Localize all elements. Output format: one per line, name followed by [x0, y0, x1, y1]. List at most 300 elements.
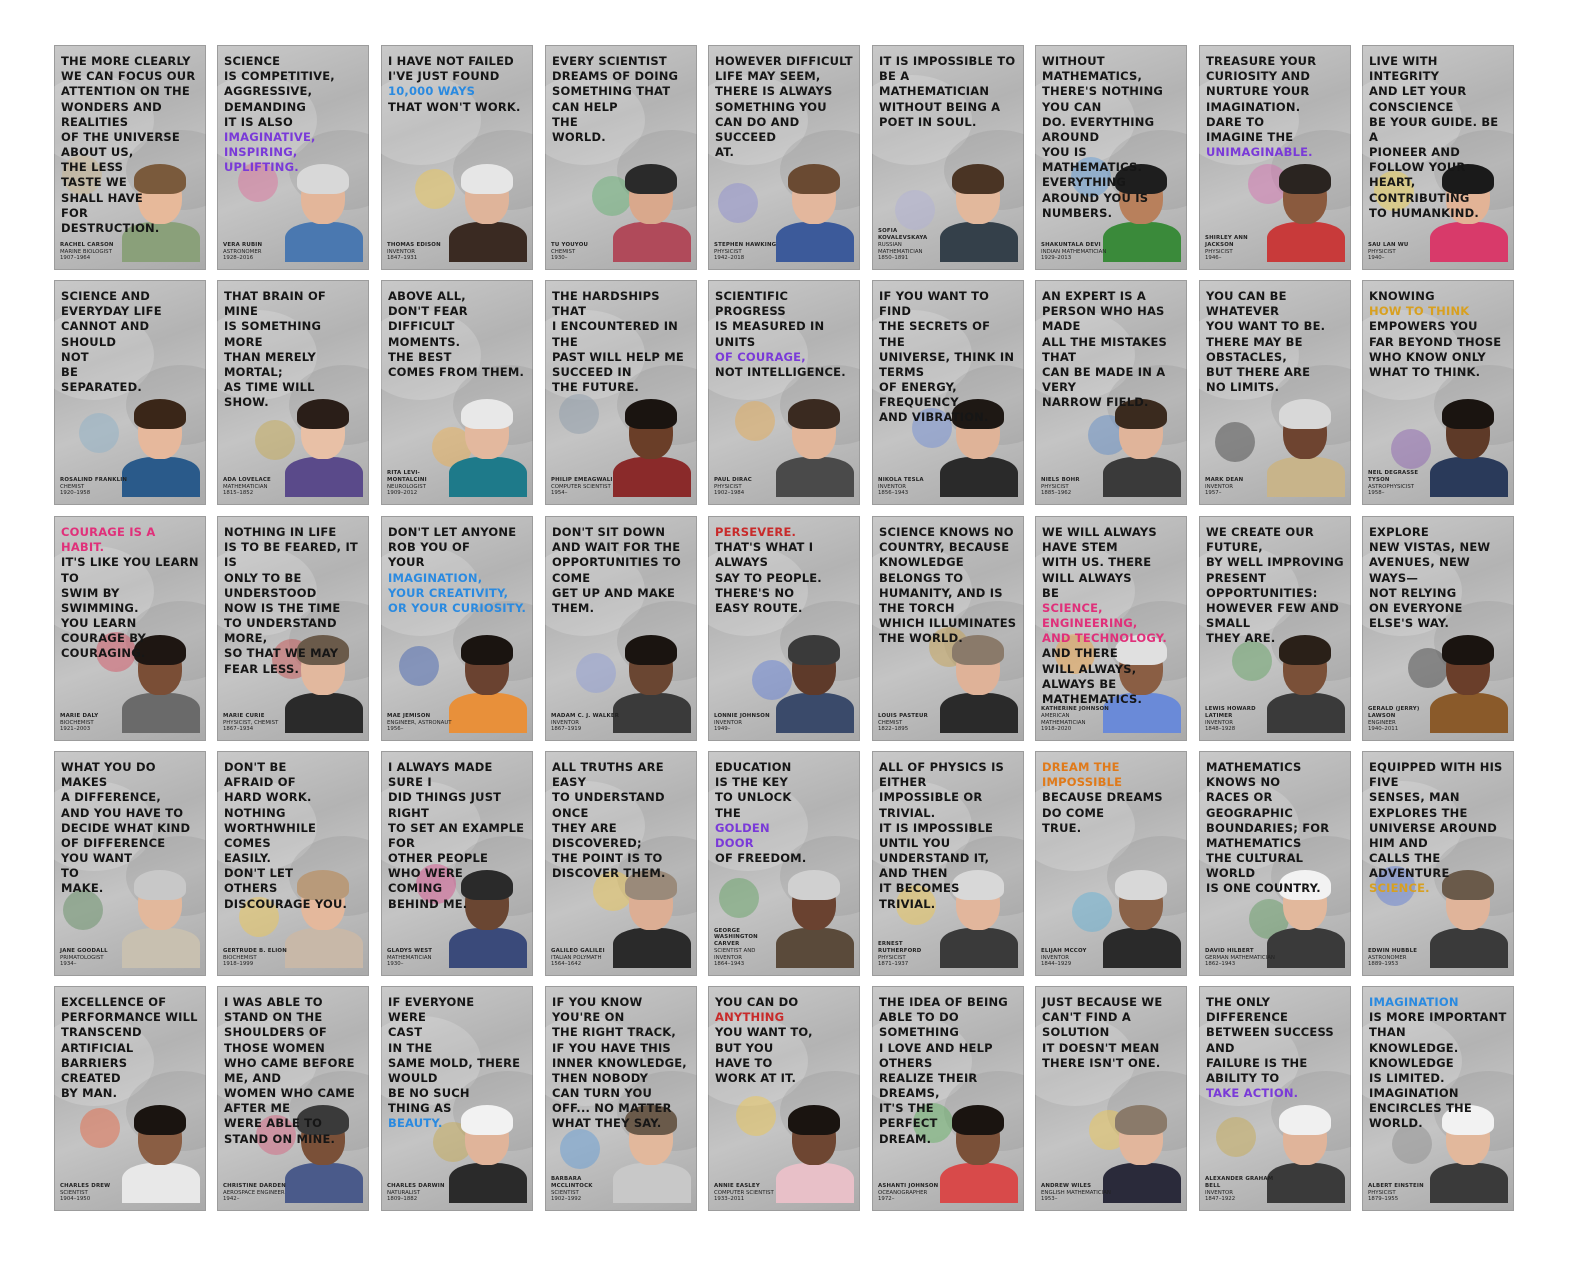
- poster-caption: [714, 477, 784, 497]
- portrait: [285, 399, 363, 497]
- caption-role: MATHEMATICIAN: [223, 483, 268, 490]
- caption-role: INVENTOR: [387, 248, 416, 255]
- poster-caption: [387, 713, 457, 733]
- poster-quote: [715, 289, 854, 380]
- decoration-blob: [1232, 641, 1272, 681]
- caption-years: 1930–: [551, 255, 568, 262]
- caption-name: RACHEL CARSON: [60, 241, 114, 248]
- quote-text: TREASURE YOUR CURIOSITY AND NURTURE YOUR IMAGINATION. DARE TO IMAGINE THE: [1206, 54, 1317, 144]
- quote-text: THE IDEA OF BEING ABLE TO DO SOMETHING I LOVE AND HELP OTHERS REALIZE THEIR DREAMS, IT'S THE PERFECT DREAM.: [879, 995, 1008, 1146]
- quote-text: NOTHING IN LIFE IS TO BE FEARED, IT IS ONLY TO BE UNDERSTOOD NOW IS THE TIME TO UNDERSTAND MORE, SO THAT WE MAY FEAR LESS.: [224, 525, 358, 676]
- quote-text: YOU WANT TO, BUT YOU HAVE TO WORK AT IT.: [715, 1025, 813, 1085]
- science-poster: [708, 45, 860, 270]
- portrait: [776, 635, 854, 733]
- science-poster: [872, 45, 1024, 270]
- portrait-torso: [122, 928, 200, 968]
- caption-name: NIELS BOHR: [1041, 476, 1080, 483]
- science-poster: [54, 45, 206, 270]
- portrait-torso: [1430, 457, 1508, 497]
- poster-quote: [1206, 760, 1345, 897]
- caption-role: BIOCHEMIST: [60, 719, 94, 726]
- poster-quote: [1369, 995, 1508, 1132]
- poster-caption: [387, 470, 457, 497]
- poster-quote: [61, 525, 200, 662]
- caption-name: MARIE CURIE: [223, 712, 265, 719]
- poster-quote: [1369, 54, 1508, 221]
- portrait-hair: [1442, 399, 1494, 429]
- quote-text: THE MORE CLEARLY WE CAN FOCUS OUR ATTENTION ON THE WONDERS AND REALITIES OF THE UNIVERSE ABOUT US, THE LESS TASTE WE SHALL HAVE FOR DESTRUCTION.: [61, 54, 196, 235]
- caption-years: 1934–: [60, 961, 77, 968]
- portrait: [613, 870, 691, 968]
- quote-text: NOT INTELLIGENCE.: [715, 364, 846, 379]
- science-poster: [1362, 986, 1514, 1211]
- caption-role: COMPUTER SCIENTIST: [551, 483, 611, 490]
- decoration-blob: [1215, 422, 1255, 462]
- portrait-torso: [285, 222, 363, 262]
- quote-text: OF FREEDOM.: [715, 851, 807, 866]
- poster-caption: [223, 713, 293, 733]
- portrait-torso: [1103, 222, 1181, 262]
- science-poster: [708, 986, 860, 1211]
- science-poster: [1035, 280, 1187, 505]
- quote-text: THE ONLY DIFFERENCE BETWEEN SUCCESS AND FAILURE IS THE ABILITY TO: [1206, 995, 1334, 1085]
- poster-caption: [60, 1183, 130, 1203]
- poster-caption: [60, 242, 130, 262]
- poster-caption: [878, 941, 948, 968]
- science-poster: [1362, 45, 1514, 270]
- caption-years: 1921–2003: [60, 726, 91, 733]
- quote-text: SCIENTIFIC PROGRESS IS MEASURED IN UNITS: [715, 289, 825, 349]
- portrait-torso: [776, 222, 854, 262]
- portrait-torso: [940, 457, 1018, 497]
- caption-years: 1867–1919: [551, 726, 582, 733]
- portrait-torso: [613, 457, 691, 497]
- caption-name: THOMAS EDISON: [387, 241, 441, 248]
- poster-quote: [1042, 995, 1181, 1071]
- caption-name: SAU LAN WU: [1368, 241, 1409, 248]
- poster-quote: [879, 54, 1018, 130]
- caption-role: AMERICAN MATHEMATICIAN: [1041, 712, 1086, 726]
- caption-name: EDWIN HUBBLE: [1368, 947, 1418, 954]
- quote-highlight: ANYTHING: [715, 1010, 785, 1025]
- caption-name: SHIRLEY ANN JACKSON: [1205, 235, 1248, 248]
- caption-name: GALILEO GALILEI: [551, 947, 605, 954]
- quote-text: IT IS IMPOSSIBLE TO BE A MATHEMATICIAN WITHOUT BEING A POET IN SOUL.: [879, 54, 1016, 129]
- quote-highlight: IMAGINATION, YOUR CREATIVITY, OR YOUR CURIOSITY.: [388, 570, 527, 615]
- quote-highlight: SCIENCE.: [1369, 881, 1430, 896]
- caption-name: MARIE DALY: [60, 712, 99, 719]
- quote-text: SCIENCE KNOWS NO COUNTRY, BECAUSE KNOWLEDGE BELONGS TO HUMANITY, AND IS THE TORCH WHICH ILLUMINATES THE WORLD.: [879, 525, 1017, 646]
- caption-years: 1864–1943: [714, 961, 745, 968]
- poster-caption: [1041, 1183, 1111, 1203]
- science-poster: [872, 280, 1024, 505]
- caption-years: 1928–2016: [223, 255, 254, 262]
- quote-text: ALL TRUTHS ARE EASY TO UNDERSTAND ONCE THEY ARE DISCOVERED; THE POINT IS TO DISCOVER THEM.: [552, 760, 666, 881]
- caption-years: 1889–1953: [1368, 961, 1399, 968]
- caption-years: 1942–2018: [714, 255, 745, 262]
- poster-quote: [552, 760, 691, 881]
- science-poster: [545, 280, 697, 505]
- caption-role: ITALIAN POLYMATH: [551, 954, 602, 961]
- poster-caption: [1041, 948, 1111, 968]
- portrait: [1267, 635, 1345, 733]
- science-poster: [54, 986, 206, 1211]
- caption-name: KATHERINE JOHNSON: [1041, 706, 1110, 712]
- caption-name: DAVID HILBERT: [1205, 947, 1254, 954]
- caption-name: PAUL DIRAC: [714, 476, 752, 483]
- caption-name: LOUIS PASTEUR: [878, 712, 928, 719]
- portrait: [776, 870, 854, 968]
- caption-years: 1946–: [1205, 255, 1222, 262]
- quote-text: KNOWING: [1369, 289, 1435, 303]
- caption-years: 1940–: [1368, 255, 1385, 262]
- caption-name: CHRISTINE DARDEN: [223, 1182, 286, 1189]
- caption-role: PRIMATOLOGIST: [60, 954, 104, 961]
- quote-highlight: PERSEVERE.: [715, 525, 797, 539]
- caption-years: 1909–2012: [387, 490, 418, 497]
- poster-quote: [388, 525, 527, 616]
- poster-caption: [551, 713, 621, 733]
- caption-role: INVENTOR: [1041, 954, 1070, 961]
- caption-role: INVENTOR: [1205, 1189, 1234, 1196]
- poster-caption: [60, 948, 130, 968]
- caption-years: 1956–: [387, 726, 404, 733]
- science-poster: [381, 751, 533, 976]
- portrait-torso: [613, 222, 691, 262]
- science-poster: [1035, 751, 1187, 976]
- caption-years: 1918–1999: [223, 961, 254, 968]
- portrait: [1267, 1105, 1345, 1203]
- science-poster: [1035, 516, 1187, 741]
- portrait-hair: [134, 1105, 186, 1135]
- portrait: [1103, 399, 1181, 497]
- science-poster: [872, 516, 1024, 741]
- poster-caption: [1368, 948, 1438, 968]
- poster-quote: [715, 995, 854, 1086]
- quote-text: I WAS ABLE TO STAND ON THE SHOULDERS OF THOSE WOMEN WHO CAME BEFORE ME, AND WOMEN WHO CAME AFTER ME WERE ABLE TO STAND ON MINE.: [224, 995, 355, 1146]
- portrait-torso: [776, 457, 854, 497]
- poster-quote: [1206, 54, 1345, 160]
- caption-name: ERNEST RUTHERFORD: [878, 941, 922, 954]
- caption-name: RITA LEVI-MONTALCINI: [387, 470, 427, 483]
- science-poster: [1199, 986, 1351, 1211]
- caption-name: ASHANTI JOHNSON: [878, 1182, 939, 1189]
- poster-caption: [1205, 1176, 1275, 1203]
- portrait-hair: [788, 164, 840, 194]
- quote-text: ABOVE ALL, DON'T FEAR DIFFICULT MOMENTS. THE BEST COMES FROM THEM.: [388, 289, 525, 379]
- caption-role: ASTRONOMER: [223, 248, 262, 255]
- caption-role: SCIENTIST: [551, 1189, 579, 1196]
- caption-name: STEPHEN HAWKING: [714, 241, 777, 248]
- science-poster: [1199, 45, 1351, 270]
- portrait-hair: [625, 635, 677, 665]
- portrait: [776, 164, 854, 262]
- quote-text: EVERY SCIENTIST DREAMS OF DOING SOMETHING THAT CAN HELP THE WORLD.: [552, 54, 679, 144]
- caption-role: ASTRONOMER: [1368, 954, 1407, 961]
- portrait-torso: [1430, 693, 1508, 733]
- portrait: [1103, 1105, 1181, 1203]
- caption-years: 1856–1943: [878, 490, 909, 497]
- portrait-torso: [1430, 1163, 1508, 1203]
- quote-text: SCIENCE AND EVERYDAY LIFE CANNOT AND SHOULD NOT BE SEPARATED.: [61, 289, 162, 395]
- poster-quote: [1042, 525, 1181, 707]
- caption-role: PHYSICIST: [878, 954, 906, 961]
- poster-quote: [224, 54, 363, 175]
- caption-years: 1862–1943: [1205, 961, 1236, 968]
- portrait-hair: [788, 635, 840, 665]
- quote-highlight: COURAGE IS A HABIT.: [61, 525, 156, 555]
- caption-role: ENGLISH MATHEMATICIAN: [1041, 1189, 1111, 1196]
- poster-quote: [879, 760, 1018, 912]
- science-poster: [708, 280, 860, 505]
- caption-years: 1815–1852: [223, 490, 254, 497]
- quote-text: IF EVERYONE WERE CAST IN THE SAME MOLD, THERE WOULD BE NO SUCH THING AS: [388, 995, 521, 1116]
- portrait-torso: [1103, 457, 1181, 497]
- poster-caption: [223, 948, 293, 968]
- quote-text: IT'S LIKE YOU LEARN TO SWIM BY SWIMMING. YOU LEARN COURAGE BY COURAGING.: [61, 555, 199, 661]
- poster-quote: [552, 525, 691, 616]
- portrait-torso: [449, 457, 527, 497]
- caption-years: 1850–1891: [878, 255, 909, 262]
- poster-caption: [551, 948, 621, 968]
- poster-caption: [223, 1183, 293, 1203]
- poster-caption: [223, 477, 293, 497]
- caption-years: 1972–: [878, 1196, 895, 1203]
- decoration-blob: [79, 413, 119, 453]
- quote-highlight: HOW TO THINK: [1369, 304, 1470, 319]
- decoration-blob: [399, 646, 439, 686]
- science-poster: [217, 986, 369, 1211]
- portrait-hair: [625, 164, 677, 194]
- science-poster: [1035, 45, 1187, 270]
- quote-text: I ALWAYS MADE SURE I DID THINGS JUST RIGHT TO SET AN EXAMPLE FOR OTHER PEOPLE WHO WERE COMING BEHIND ME.: [388, 760, 525, 911]
- decoration-blob: [736, 1096, 776, 1136]
- caption-role: OCEANOGRAPHER: [878, 1189, 928, 1196]
- caption-role: MATHEMATICIAN: [387, 954, 432, 961]
- portrait: [613, 635, 691, 733]
- caption-name: CHARLES DARWIN: [387, 1182, 445, 1189]
- poster-quote: [1206, 995, 1345, 1101]
- caption-role: PHYSICIST: [714, 248, 742, 255]
- portrait-hair: [1279, 399, 1331, 429]
- poster-quote: [388, 54, 527, 115]
- science-poster: [217, 45, 369, 270]
- poster-quote: [552, 995, 691, 1132]
- caption-years: 1942–: [223, 1196, 240, 1203]
- caption-years: 1879–1955: [1368, 1196, 1399, 1203]
- quote-text: IF YOU WANT TO FIND THE SECRETS OF THE UNIVERSE, THINK IN TERMS OF ENERGY, FREQUENCY AND VIBRATION.: [879, 289, 1015, 425]
- decoration-blob: [735, 401, 775, 441]
- poster-caption: [714, 242, 784, 262]
- quote-highlight: IMAGINATIVE, INSPIRING, UPLIFTING.: [224, 129, 316, 175]
- caption-role: ENGINEER, ASTRONAUT: [387, 719, 452, 726]
- portrait: [613, 399, 691, 497]
- poster-quote: [388, 760, 527, 912]
- quote-text: THAT WON'T WORK.: [388, 99, 521, 114]
- poster-quote: [61, 289, 200, 395]
- portrait-torso: [1267, 457, 1345, 497]
- caption-role: PHYSICIST, CHEMIST: [223, 719, 279, 726]
- poster-caption: [1041, 477, 1111, 497]
- poster-quote: [1369, 525, 1508, 631]
- quote-text: AND THERE WILL ALWAYS, ALWAYS BE MATHEMATICS.: [1042, 646, 1143, 706]
- portrait-hair: [134, 399, 186, 429]
- portrait-hair: [461, 399, 513, 429]
- quote-text: MATHEMATICS KNOWS NO RACES OR GEOGRAPHIC BOUNDARIES; FOR MATHEMATICS THE CULTURAL WORLD IS ONE COUNTRY.: [1206, 760, 1330, 896]
- quote-text: IS MORE IMPORTANT THAN KNOWLEDGE. KNOWLEDGE IS LIMITED. IMAGINATION ENCIRCLES THE WORLD.: [1369, 1010, 1507, 1131]
- portrait-torso: [449, 222, 527, 262]
- portrait-torso: [613, 1163, 691, 1203]
- portrait-torso: [122, 1163, 200, 1203]
- portrait-hair: [461, 635, 513, 665]
- poster-quote: [224, 760, 363, 912]
- poster-quote: [224, 289, 363, 410]
- caption-role: RUSSIAN MATHEMATICIAN: [878, 241, 923, 255]
- poster-quote: [879, 525, 1018, 646]
- portrait-hair: [1115, 870, 1167, 900]
- poster-caption: [60, 713, 130, 733]
- portrait-torso: [1267, 1163, 1345, 1203]
- portrait-hair: [1115, 1105, 1167, 1135]
- caption-role: INDIAN MATHEMATICIAN: [1041, 248, 1107, 255]
- caption-name: SHAKUNTALA DEVI: [1041, 241, 1101, 248]
- poster-caption: [387, 1183, 457, 1203]
- portrait-hair: [788, 870, 840, 900]
- caption-years: 1848–1928: [1205, 726, 1236, 733]
- caption-role: PHYSICIST: [1041, 483, 1069, 490]
- poster-quote: [1369, 760, 1508, 897]
- caption-role: PHYSICIST: [1205, 248, 1233, 255]
- poster-caption: [1205, 948, 1275, 968]
- caption-years: 1907–1964: [60, 255, 91, 262]
- caption-role: CHEMIST: [551, 248, 576, 255]
- portrait-hair: [461, 164, 513, 194]
- caption-name: LEWIS HOWARD LATIMER: [1205, 706, 1256, 719]
- science-poster: [54, 516, 206, 741]
- science-poster: [545, 516, 697, 741]
- poster-quote: [388, 995, 527, 1132]
- caption-name: NEIL DEGRASSE TYSON: [1368, 470, 1419, 483]
- poster-quote: [1369, 289, 1508, 380]
- poster-quote: [1042, 289, 1181, 410]
- caption-name: MAE JEMISON: [387, 712, 431, 719]
- science-poster: [708, 751, 860, 976]
- portrait-hair: [788, 1105, 840, 1135]
- caption-role: CHEMIST: [60, 483, 85, 490]
- portrait-torso: [1103, 928, 1181, 968]
- poster-caption: [1368, 1183, 1438, 1203]
- caption-years: 1809–1882: [387, 1196, 418, 1203]
- quote-highlight: TAKE ACTION.: [1206, 1086, 1299, 1101]
- caption-years: 1871–1937: [878, 961, 909, 968]
- science-poster: [54, 280, 206, 505]
- portrait: [1267, 399, 1345, 497]
- caption-role: BIOCHEMIST: [223, 954, 257, 961]
- caption-role: ASTROPHYSICIST: [1368, 483, 1415, 490]
- quote-text: AN EXPERT IS A PERSON WHO HAS MADE ALL THE MISTAKES THAT CAN BE MADE IN A VERY NARROW FIELD.: [1042, 289, 1167, 410]
- portrait-torso: [449, 1163, 527, 1203]
- caption-role: SCIENTIST: [60, 1189, 88, 1196]
- quote-highlight: IMAGINATION: [1369, 995, 1459, 1009]
- caption-years: 1958–: [1368, 490, 1385, 497]
- portrait-torso: [285, 457, 363, 497]
- portrait-hair: [952, 164, 1004, 194]
- quote-text: I HAVE NOT FAILED I'VE JUST FOUND: [388, 54, 514, 84]
- poster-caption: [387, 242, 457, 262]
- poster-quote: [715, 525, 854, 616]
- quote-text: HOWEVER DIFFICULT LIFE MAY SEEM, THERE IS ALWAYS SOMETHING YOU CAN DO AND SUCCEED AT.: [715, 54, 853, 160]
- poster-caption: [1041, 242, 1111, 262]
- quote-highlight: 10,000 WAYS: [388, 84, 476, 99]
- science-poster: [381, 45, 533, 270]
- poster-caption: [878, 713, 948, 733]
- portrait-torso: [940, 693, 1018, 733]
- portrait-torso: [613, 693, 691, 733]
- caption-role: CHEMIST: [878, 719, 903, 726]
- decoration-blob: [80, 1108, 120, 1148]
- caption-name: ALEXANDER GRAHAM BELL: [1205, 1176, 1274, 1189]
- portrait: [613, 164, 691, 262]
- caption-name: SOFIA KOVALEVSKAYA: [878, 228, 928, 241]
- portrait: [122, 399, 200, 497]
- quote-text: WITHOUT MATHEMATICS, THERE'S NOTHING YOU CAN DO. EVERYTHING AROUND YOU IS MATHEMATICS. EVERYTHING AROUND YOU IS NUMBERS.: [1042, 54, 1164, 220]
- portrait-torso: [1267, 693, 1345, 733]
- quote-text: YOU CAN DO: [715, 995, 799, 1009]
- portrait-torso: [776, 693, 854, 733]
- caption-role: PHYSICIST: [714, 483, 742, 490]
- caption-role: MARINE BIOLOGIST: [60, 248, 112, 255]
- portrait-torso: [449, 928, 527, 968]
- science-poster: [217, 751, 369, 976]
- caption-name: BARBARA MCCLINTOCK: [551, 1176, 593, 1189]
- portrait-hair: [1279, 164, 1331, 194]
- quote-text: IF YOU KNOW YOU'RE ON THE RIGHT TRACK, IF YOU HAVE THIS INNER KNOWLEDGE, THEN NOBODY CAN TURN YOU OFF... NO MATTER WHAT THEY SAY.: [552, 995, 687, 1131]
- science-poster: [1362, 516, 1514, 741]
- poster-caption: [551, 242, 621, 262]
- caption-role: INVENTOR: [1205, 719, 1234, 726]
- quote-text: DON'T BE AFRAID OF HARD WORK. NOTHING WORTHWHILE COMES EASILY. DON'T LET OTHERS DISCOURAGE YOU.: [224, 760, 348, 911]
- caption-role: GERMAN MATHEMATICIAN: [1205, 954, 1275, 961]
- quote-highlight: SCIENCE, ENGINEERING, AND TECHNOLOGY.: [1042, 600, 1167, 646]
- science-poster: [872, 751, 1024, 976]
- caption-years: 1867–1934: [223, 726, 254, 733]
- poster-quote: [224, 995, 363, 1147]
- caption-years: 1920–1958: [60, 490, 91, 497]
- science-poster: [381, 516, 533, 741]
- portrait: [449, 399, 527, 497]
- quote-text: EDUCATION IS THE KEY TO UNLOCK THE: [715, 760, 792, 820]
- poster-quote: [552, 289, 691, 395]
- poster-quote: [879, 995, 1018, 1147]
- caption-role: PHYSICIST: [1368, 1189, 1396, 1196]
- caption-role: AEROSPACE ENGINEER: [223, 1189, 285, 1196]
- caption-years: 1929–2013: [1041, 255, 1072, 262]
- science-poster: [1199, 280, 1351, 505]
- quote-text: THAT BRAIN OF MINE IS SOMETHING MORE THAN MERELY MORTAL; AS TIME WILL SHOW.: [224, 289, 326, 410]
- caption-years: 1885–1962: [1041, 490, 1072, 497]
- decoration-blob: [559, 394, 599, 434]
- caption-name: NIKOLA TESLA: [878, 476, 924, 483]
- quote-highlight: DREAM THE IMPOSSIBLE: [1042, 760, 1123, 790]
- caption-role: INVENTOR: [878, 483, 907, 490]
- caption-years: 1933–2011: [714, 1196, 745, 1203]
- quote-highlight: OF COURAGE,: [715, 349, 806, 364]
- science-poster: [545, 45, 697, 270]
- poster-quote: [1206, 289, 1345, 395]
- poster-quote: [1206, 525, 1345, 646]
- quote-text: DON'T SIT DOWN AND WAIT FOR THE OPPORTUNITIES TO COME GET UP AND MAKE THEM.: [552, 525, 681, 615]
- quote-text: WE WILL ALWAYS HAVE STEM WITH US. THERE WILL ALWAYS BE: [1042, 525, 1157, 600]
